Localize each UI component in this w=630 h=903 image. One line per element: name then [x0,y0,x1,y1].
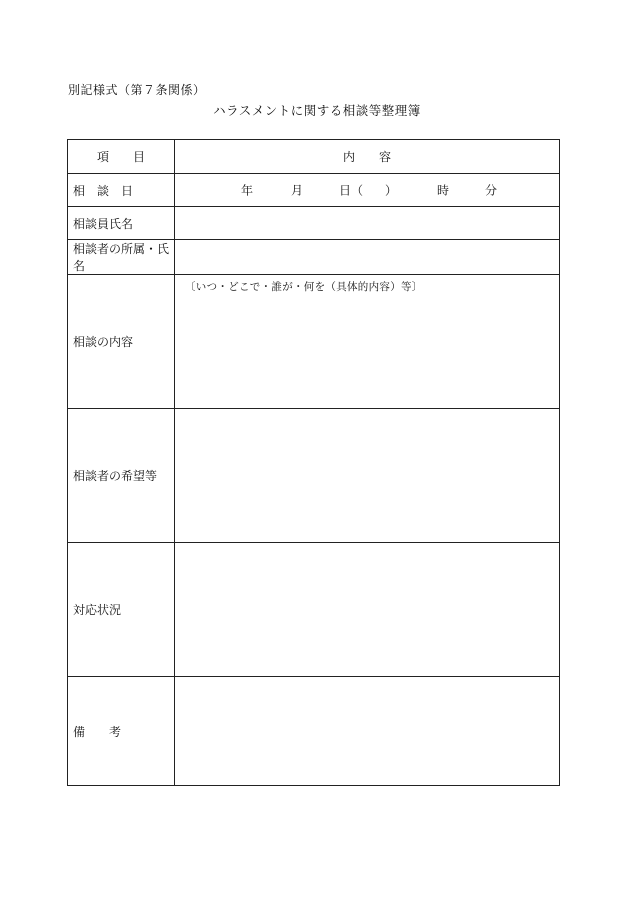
consulter-label: 相談者の所属・氏名 [68,240,175,275]
row-wishes [68,409,560,543]
wishes-field[interactable] [175,409,560,543]
hour-label: 時 [437,183,450,198]
month-label: 月 [291,183,304,198]
header-row [68,140,560,174]
row-response [68,543,560,677]
response-label: 対応状況 [68,543,175,677]
header-item: 項 目 [68,140,175,174]
details-field[interactable] [175,275,560,409]
form-reference: 別記様式（第７条関係） [68,83,206,97]
details-label: 相談の内容 [68,275,175,409]
details-hint: 〔いつ・どこで・誰が・何を（具体的内容）等〕 [185,281,423,293]
remarks-field[interactable] [175,677,560,786]
date-label: 相 談 日 [68,174,175,207]
document-title: ハラスメントに関する相談等整理簿 [213,103,421,118]
row-details [68,275,560,409]
header-content: 内 容 [175,140,560,174]
row-date [68,174,560,207]
wishes-label: 相談者の希望等 [68,409,175,543]
counselor-field[interactable] [175,207,560,240]
day-label: 日（ [339,183,364,198]
row-counselor [68,207,560,240]
remarks-label: 備 考 [68,677,175,786]
row-remarks [68,677,560,786]
year-label: 年 [241,183,254,198]
consultation-record-table [67,139,560,786]
paren-close: ） [385,183,398,198]
minute-label: 分 [485,183,498,198]
date-field[interactable] [175,174,560,207]
row-consulter [68,240,560,275]
counselor-label: 相談員氏名 [68,207,175,240]
response-field[interactable] [175,543,560,677]
consulter-field[interactable] [175,240,560,275]
